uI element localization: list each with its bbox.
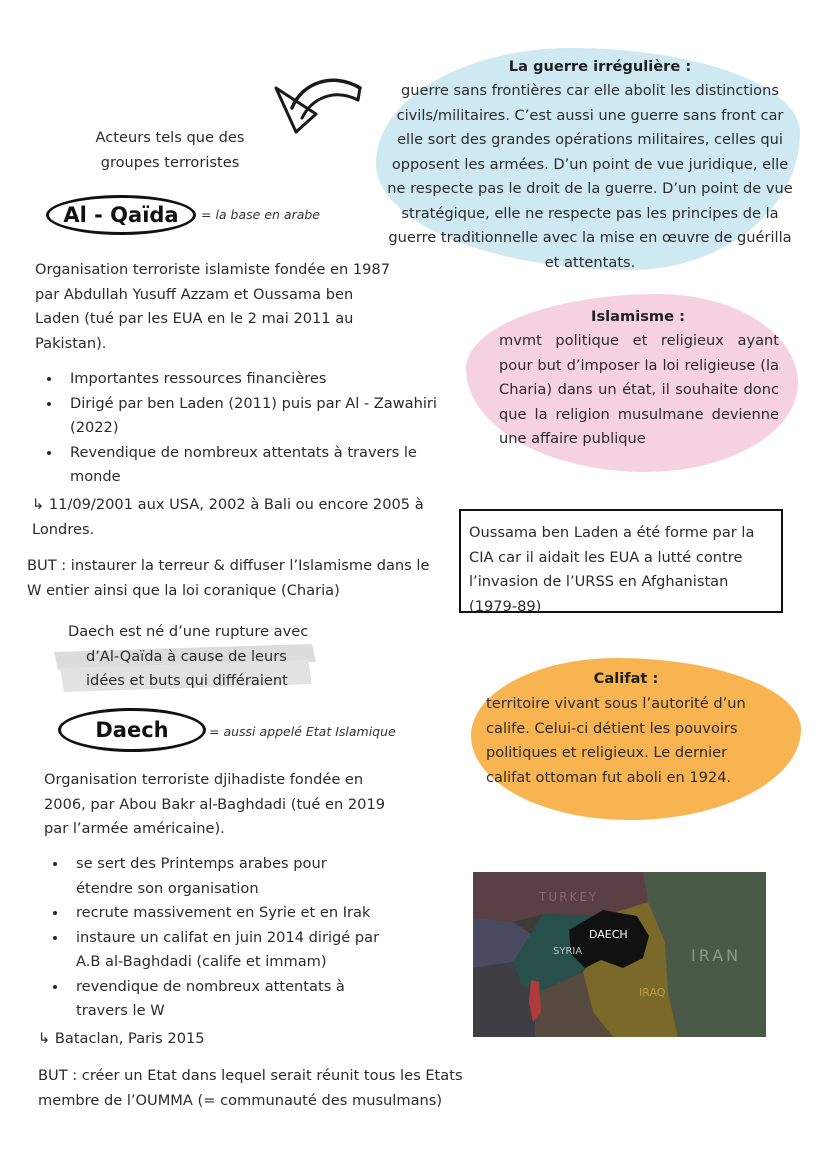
islamisme-title: Islamisme : — [591, 308, 685, 325]
acteurs-line2: groupes terroristes — [100, 154, 240, 171]
rupture-line3: idées et buts qui différaient — [86, 672, 288, 689]
guerre-title: La guerre irrégulière : — [508, 58, 692, 75]
alqaida-oval: Al - Qaïda — [46, 195, 196, 235]
daech-oval: Daech — [58, 708, 206, 752]
daech-bullet: • recrute massivement en Syrie et en Irak — [68, 901, 388, 926]
alqaida-bullets — [42, 367, 452, 490]
alqaida-desc: Organisation terroriste islamiste fondée en 1987 par Abdullah Yusuff Azzam et Oussama ben Laden (tué par les EUA en le 2 mai 2011 au Pakistan). — [35, 261, 390, 352]
oussama-box: Oussama ben Laden a été forme par la CIA car il aidait les EUA a lutté contre l’invasion de l’URSS en Afghanistan (1979-89) — [459, 509, 783, 613]
califat-title: Califat : — [593, 670, 659, 687]
map-label-iran: IRAN — [691, 946, 742, 965]
alqaida-attacks-text: 11/09/2001 aux USA, 2002 à Bali ou encore 2005 à Londres. — [32, 496, 424, 538]
daech-but: BUT : créer un Etat dans lequel serait réunit tous les Etats membre de l’OUMMA (= communauté des musulmans) — [38, 1067, 463, 1109]
map-label-syria: SYRIA — [553, 946, 583, 957]
arrow-down-right-icon: ↳ — [32, 496, 45, 513]
rupture-line1: Daech est né d’une rupture avec — [68, 623, 309, 640]
guerre-text: guerre sans frontières car elle abolit les distinctions civils/militaires. C’est aussi une guerre sans front car elle sort des grandes opérations militaires, celles qui opposent les armées. D’un point de vue juridique, elle ne respecte pas le droit de la guerre. D’un point de vue stratégique, elle ne respecte pas les principes de la guerre traditionnelle avec la mise en œuvre de guérilla et attentats. — [387, 82, 793, 271]
middle-east-map — [473, 872, 766, 1037]
arrow-down-right-icon: ↳ — [38, 1030, 51, 1047]
map-label-turkey: TURKEY — [539, 890, 599, 904]
acteurs-line1: Acteurs tels que des — [95, 129, 245, 146]
daech-bullets — [48, 852, 388, 1024]
alqaida-note: = la base en arabe — [201, 207, 320, 222]
alqaida-attacks — [32, 493, 460, 542]
daech-bullet: • instaure un califat en juin 2014 dirigé par A.B al-Baghdadi (calife et immam) — [68, 926, 388, 975]
islamisme-text: mvmt politique et religieux ayant pour but d’imposer la loi religieuse (la Charia) dans un état, il souhaite donc que la religion musulmane devienne une affaire publique — [499, 332, 779, 447]
daech-bullet: • se sert des Printemps arabes pour étendre son organisation — [68, 852, 388, 901]
califat-text: territoire vivant sous l’autorité d’un calife. Celui-ci détient les pouvoirs politiques et religieux. Le dernier califat ottoman fut aboli en 1924. — [486, 695, 746, 786]
alqaida-bullet: • Revendique de nombreux attentats à travers le monde — [62, 441, 452, 490]
map-label-daech: DAECH — [589, 928, 628, 941]
daech-attacks — [38, 1027, 338, 1052]
curved-arrow-icon — [262, 70, 368, 142]
daech-desc: Organisation terroriste djihadiste fondée en 2006, par Abou Bakr al-Baghdadi (tué en 2019 par l’armée américaine). — [44, 771, 386, 837]
alqaida-bullet: • Importantes ressources financières — [62, 367, 452, 392]
alqaida-bullet: • Dirigé par ben Laden (2011) puis par Al - Zawahiri (2022) — [62, 392, 452, 441]
alqaida-but: BUT : instaurer la terreur & diffuser l’Islamisme dans le W entier ainsi que la loi coranique (Charia) — [27, 557, 430, 599]
daech-attacks-text: Bataclan, Paris 2015 — [54, 1030, 205, 1047]
daech-note: = aussi appelé Etat Islamique — [209, 724, 396, 739]
rupture-line2: d’Al-Qaïda à cause de leurs — [86, 648, 287, 665]
map-label-iraq: IRAQ — [639, 986, 666, 999]
daech-bullet: • revendique de nombreux attentats à travers le W — [68, 975, 388, 1024]
